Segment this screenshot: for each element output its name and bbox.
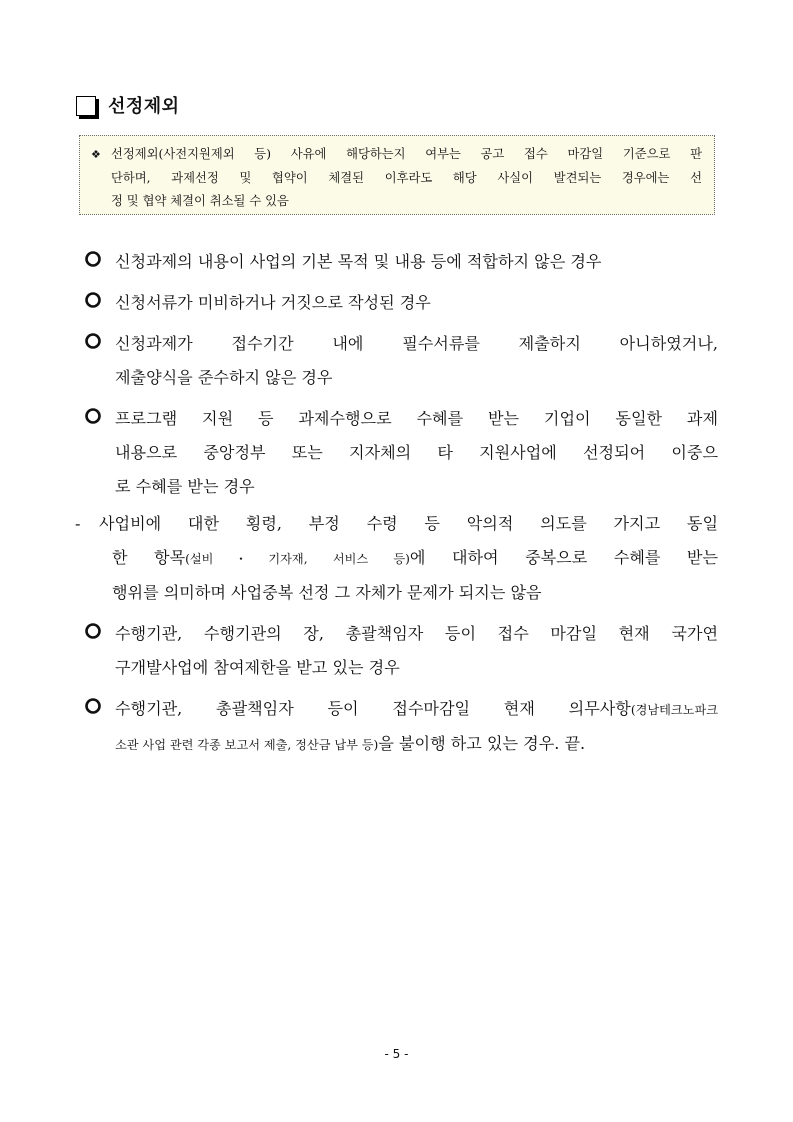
sub-line-3: 행위를 의미하며 사업중복 선정 그 자체가 문제가 되지는 않음 [112,583,542,602]
notice-line-3: 정 및 협약 체결이 취소될 수 있음 [111,194,289,208]
item-4-line-2: 내용으로 중앙정부 또는 지자체의 타 지원사업에 선정되어 이중으 [115,443,718,462]
notice-line-2: 단하며, 과제선정 및 협약이 체결된 이후라도 해당 사실이 발견되는 경우에는 선 [111,170,702,185]
item-6-line-1: 수행기관, 총괄책임자 등이 접수마감일 현재 의무사항(경남테크노파크 [115,699,718,718]
checkbox-square-icon [76,96,96,116]
diamond-bullet-icon: ❖ [91,148,101,161]
notice-line-1: 선정제외(사전지원제외 등) 사유에 해당하는지 여부는 공고 접수 마감일 기준으로 판 [111,147,702,161]
item-4-line-1: 프로그램 지원 등 과제수행으로 수혜를 받는 기업이 동일한 과제 [115,409,718,428]
item-2-line-1: 신청서류가 미비하거나 거짓으로 작성된 경우 [115,293,431,312]
list-item [84,402,718,504]
circle-bullet-icon [84,697,106,719]
exclusion-list [75,245,718,762]
sub-line-1: 사업비에 대한 횡령, 부정 수령 등 악의적 의도를 가지고 동일 [99,514,718,533]
circle-bullet-icon [84,332,106,354]
circle-bullet-icon [84,407,106,429]
section-header [76,92,180,118]
section-title: 선정제외 [108,96,180,117]
item-1-line-1: 신청과제의 내용이 사업의 기본 목적 및 내용 등에 적합하지 않은 경우 [115,252,602,271]
circle-bullet-icon [84,250,106,272]
circle-bullet-icon [84,622,106,644]
item-3-line-2: 제출양식을 준수하지 않은 경우 [115,368,333,387]
list-item [84,245,718,279]
item-3-line-1: 신청과제가 접수기간 내에 필수서류를 제출하지 아니하였거나, [115,334,718,353]
sub-line-2: 한 항목(설비・기자재, 서비스 등)에 대하여 중복으로 수혜를 받는 [112,548,718,567]
notice-box [79,135,715,215]
sub-item [53,507,718,610]
list-item [84,327,718,395]
item-6-line-2: 소관 사업 관련 각종 보고서 제출, 정산금 납부 등)을 불이행 하고 있는 경우. 끝. [115,734,586,753]
item-5-line-1: 수행기관, 수행기관의 장, 총괄책임자 등이 접수 마감일 현재 국가연 [115,624,718,643]
item-4-line-3: 로 수혜를 받는 경우 [115,477,255,496]
page-number: - 5 - [384,1047,409,1061]
list-item [84,286,718,320]
dash-bullet: - [75,514,81,533]
item-5-line-2: 구개발사업에 참여제한을 받고 있는 경우 [115,658,400,677]
list-item [84,692,718,762]
circle-bullet-icon [84,291,106,313]
list-item [84,617,718,685]
